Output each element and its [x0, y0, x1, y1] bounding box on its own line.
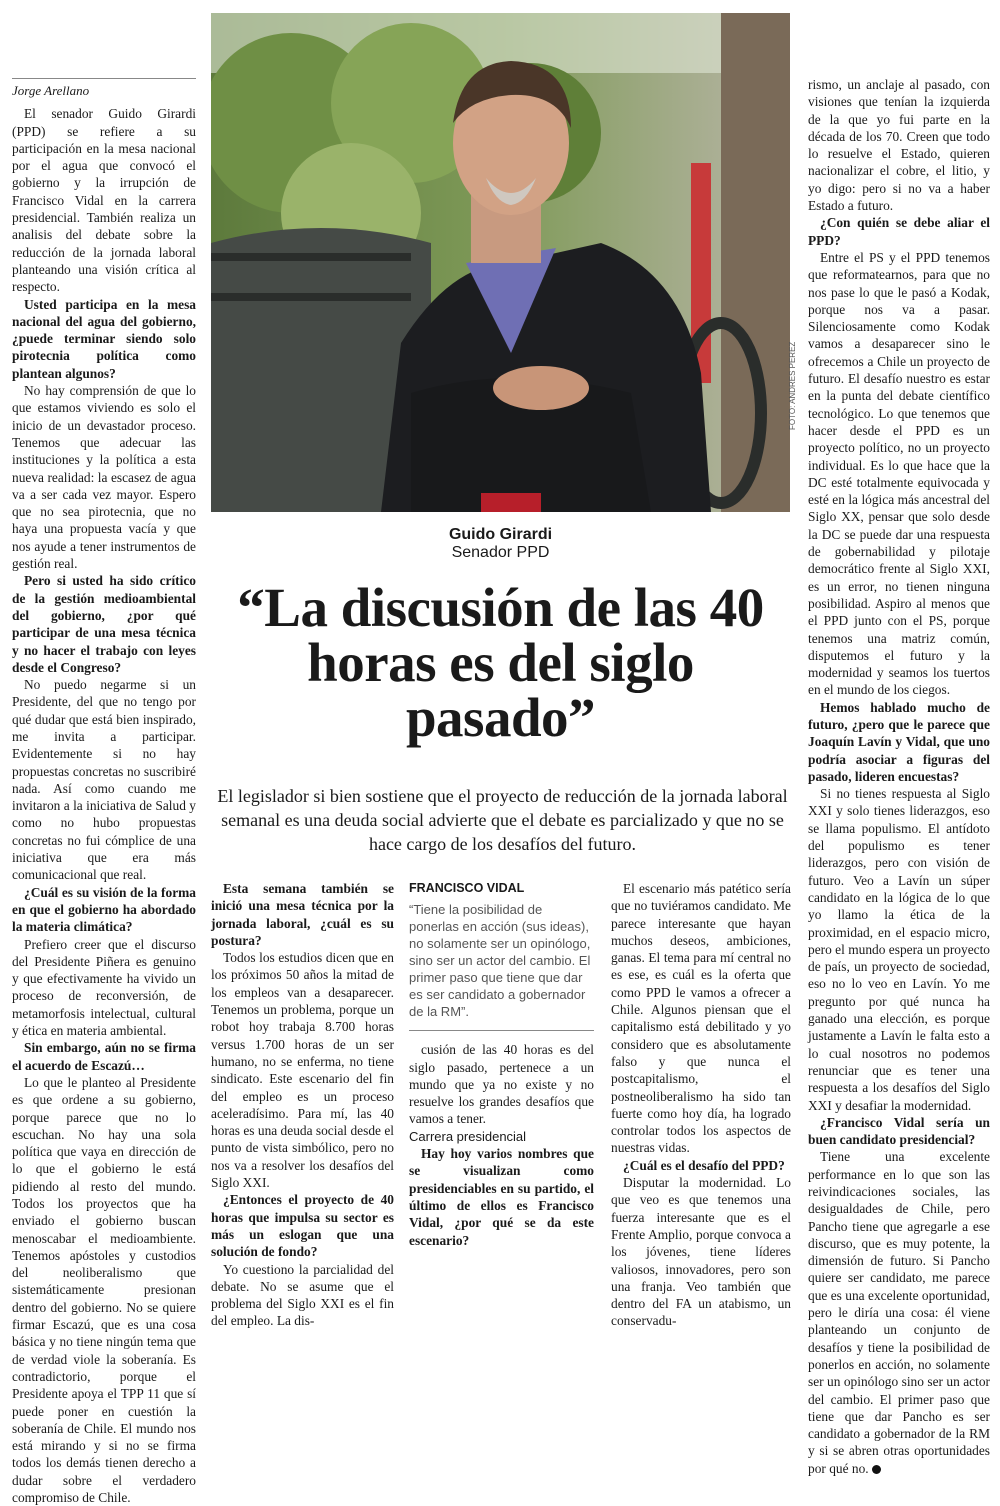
column-a: [211, 880, 394, 1330]
byline: Jorge Arellano: [12, 78, 196, 99]
answer-paragraph: Prefiero creer que el discurso del Presidente Piñera es genuino y que efectivamente ha vivido un proceso de reconversión, de metamorfosis intelectual, cultural y ética en materia ambiental.: [12, 936, 196, 1039]
column-1-text: [12, 105, 196, 1506]
question: Hay hoy varios nombres que se visualizan como presidenciables en su partido, el último de ellos es Francisco Vidal, ¿por qué se da este escenario?: [409, 1146, 594, 1248]
answer-paragraph: Entre el PS y el PPD tenemos que reformatearnos, para que no nos pase lo que le pasó a Kodak, porque nos va a pasar. Silenciosamente como Kodak vamos a desaparecer sino le ofrecemos a Chile un proyecto de futuro. El desafío nuestro es estar en la punta del debate científico tecnológico. Lo que tenemos que hacer desde el PPD es un proyecto político, no un proyecto individual. Es lo que hace que la DC esté totalmente equivocada y esté en la lógica más ancestral del Siglo XX, pensar que solo desde la DC se puede dar una respuesta de gobernabilidad y pilotaje democrático frente al Siglo XXI, es un error, no tienen ninguna posibilidad. Aspiro al menos que el PPD junto con el PS, porque tenemos una matriz común, disputemos el futuro y la modernidad y seamos los tuertos en el mundo de los ciegos.: [808, 249, 990, 698]
question: ¿Cuál es el desafío del PPD?: [623, 1157, 785, 1173]
deck: El legislador si bien sostiene que el proyecto de reducción de la jornada laboral semanal es una deuda social advierte que el debate es parcializado y que no se hace cargo de los desafíos del futuro.: [217, 786, 788, 854]
pull-quote-name: FRANCISCO VIDAL: [409, 881, 525, 895]
column-b-text: [409, 1041, 594, 1127]
answer-paragraph: No hay comprensión de que lo que estamos viviendo es solo el inicio de un devastador proceso. Tenemos que adecuar las instituciones y la política a esta nueva realidad: la escasez de agua va a ser cada vez mayor. Espero que no sea pirotecnia, que no haya una propuesta vacía y que nos ayude a tener instrumentos de gestión real.: [12, 383, 196, 572]
answer-paragraph: Si no tienes respuesta al Siglo XXI y solo tienes liderazgos, eso se llama populismo. El antídoto del populismo es tener liderazgos, pero con visión de futuro. Veo a Lavín un súper candidato en la lógica de lo que yo llamo la ética de la proximidad, en el espacio micro, pero el mundo espera un proyecto de país, un proyecto de sociedad, eso no lo veo en Lavín. Yo me pregunto por qué nunca ha ganado una elección, es porque justamente a Lavín le falta esto a lo cual nosotros no podemos renunciar que es tener una respuesta a los desafíos del Siglo XXI y desafiar la modernidad.: [808, 786, 990, 1113]
portrait-illustration: [211, 13, 790, 512]
question: ¿Francisco Vidal sería un buen candidato presidencial?: [808, 1114, 990, 1148]
answer-paragraph: No puedo negarme si un Presidente, del que no tengo por qué dudar que está bien inspirado, me invita a participar. Evidentemente si no hay propuestas concretas no suscribiré nada. Así como cuando me invitaron a la iniciativa de Salud y como no hubo propuestas concretas no fui cómplice de una iniciativa que era más comunicacional que real.: [12, 677, 196, 883]
pull-quote-text: “Tiene la posibilidad de ponerlas en acción (sus ideas), no solamente ser un opinólogo, sino ser un actor del cambio. El primer paso que tiene que dar es ser candidato a gobernador de la RM”.: [409, 902, 591, 1020]
answer-paragraph: Todos los estudios dicen que en los próximos 50 años la mitad de los empleos van a desaparecer. Tenemos un problema, porque un robot hoy trabaja 8.700 horas versus 1.700 horas de un ser humano, no se enferma, no tiene sindicato. Este escenario del fin del empleo es un proceso aceleradísimo. Para mí, las 40 horas es una deuda social desde el punto de vista simbólico, pero no nos va a resolver los desafíos del Siglo XXI.: [211, 950, 394, 1191]
column-1: [12, 78, 196, 1506]
question: Esta semana también se inició una mesa técnica por la jornada laboral, ¿cuál es su postura?: [211, 881, 394, 948]
answer-paragraph: El senador Guido Girardi (PPD) se refiere a su participación en la mesa nacional por el agua que convocó el gobierno y la irrupción de Francisco Vidal en la carrera presidencial. También realiza un analisis del debate sobre la reducción de la jornada laboral planteando una visión crítica al respecto.: [12, 106, 196, 295]
answer-paragraph: Tiene una excelente performance en lo que son las reivindicaciones sociales, las desigualdades de Chile, pero Pancho tiene que agregarle a ese discurso, que es muy potente, la dimensión de futuro. Si Pancho quiere ser candidato, me parece que es una excelente oportunidad, pero le diría una cosa: él viene planteando un conjunto de desafíos y tiene la posibilidad de ponerlos en acción, no solamente ser un opinólogo sino ser un actor del cambio. El primer paso que tiene que dar Pancho es ser candidato a gobernador de la RM y si se abren otras oportunidades por qué no.: [808, 1149, 990, 1476]
question: ¿Con quién se debe aliar el PPD?: [808, 215, 990, 248]
question: Usted participa en la mesa nacional del agua del gobierno, ¿puede terminar siendo solo pirotecnia política como plantean algunos?: [12, 296, 196, 381]
column-c: [611, 880, 791, 1330]
column-4: [808, 76, 990, 1477]
column-b-question: [409, 1145, 594, 1249]
subhead: Carrera presidencial: [409, 1128, 527, 1144]
interviewee-block: [211, 526, 790, 562]
answer-paragraph: rismo, un anclaje al pasado, con visiones que tenían la izquierda de la que yo fui parte en la década de los 70. Creen que todo lo resuelve el Estado, quieren nacionalizar el cobre, el litio, y yo digo: pero si no va a haber Estado a futuro.: [808, 77, 990, 214]
portrait-photo: [211, 13, 790, 512]
column-b: [409, 880, 594, 1249]
question: Hemos hablado mucho de futuro, ¿pero que le parece que Joaquín Lavín y Vidal, que uno podría asociar a figuras del pasado, lideren encuestas?: [808, 699, 990, 784]
answer-paragraph: Lo que le planteo al Presidente es que ordene a su gobierno, porque parece que no lo escuchan. No hay una sola política que vaya en dirección de lo que el gobierno le está pidiendo al resto del mundo. Todos los proyectos que ha enviado el gobierno buscan menoscabar el medioambiente. Tenemos apóstoles y custodios del neoliberalismo que sistemáticamente presionan dentro del gobierno. No se quiere firmar Escazú, que es una cosa básica y no tiene ningún tema que de verdad viole la soberanía. Es contradictorio, porque el Presidente apoya el TPP 11 que sí puede poner en cuestión la soberanía de Chile. El mundo nos está mirando y si no se firma todos los demás tienen derecho a dudar sobre el verdadero compromiso de Chile.: [12, 1074, 196, 1506]
photo-credit: FOTO: ANDRES PEREZ: [788, 341, 797, 430]
interviewee-name: Guido Girardi: [448, 526, 553, 543]
answer-paragraph: El escenario más patético sería que no tuviéramos candidato. Me parece interesante que hayan muchos deseos, ambiciones, ganas. El tema para mí central no es ese, es cuál es la oferta que como PPD le vamos a ofrecer a Chile. Algunos piensan que el capitalismo está debilitado y yo considero que es absolutamente falso y que nunca el postcapitalismo, el postneoliberalismo ha sido tan fuerte como hoy día, ha logrado controlar todos los aspectos de nuestras vidas.: [611, 881, 791, 1156]
answer-paragraph: Disputar la modernidad. Lo que veo es que tenemos una fuerza interesante que es el Frente Amplio, porque convoca a los jóvenes, tiene líderes valiosos, innovadores, pero son una franja. Veo también que dentro del FA un atabismo, un conservadu-: [611, 1175, 791, 1329]
answer-paragraph: Yo cuestiono la parcialidad del debate. No se asume que el problema del Siglo XXI es el fin del empleo. La dis-: [211, 1261, 394, 1329]
end-mark-icon: [872, 1465, 881, 1474]
interviewee-role: Senador PPD: [451, 544, 550, 561]
question: ¿Cuál es su visión de la forma en que el gobierno ha abordado la materia climática?: [12, 884, 196, 935]
question: ¿Entonces el proyecto de 40 horas que impulsa su sector es más un eslogan que una solución de fondo?: [211, 1192, 394, 1260]
headline: “La discusión de las 40 horas es del siglo pasado”: [237, 577, 764, 748]
question: Sin embargo, aún no se firma el acuerdo de Escazú…: [12, 1040, 196, 1073]
answer-paragraph: cusión de las 40 horas es del siglo pasado, pertenece a un mundo que ya no existe y no resuelve los grandes desafíos que vamos a tener.: [409, 1042, 594, 1127]
pull-quote: [409, 880, 594, 1031]
question: Pero si usted ha sido crítico de la gestión medioambiental del gobierno, ¿por qué participar de una mesa técnica y no hacer el trabajo con leyes desde el Congreso?: [12, 573, 196, 675]
